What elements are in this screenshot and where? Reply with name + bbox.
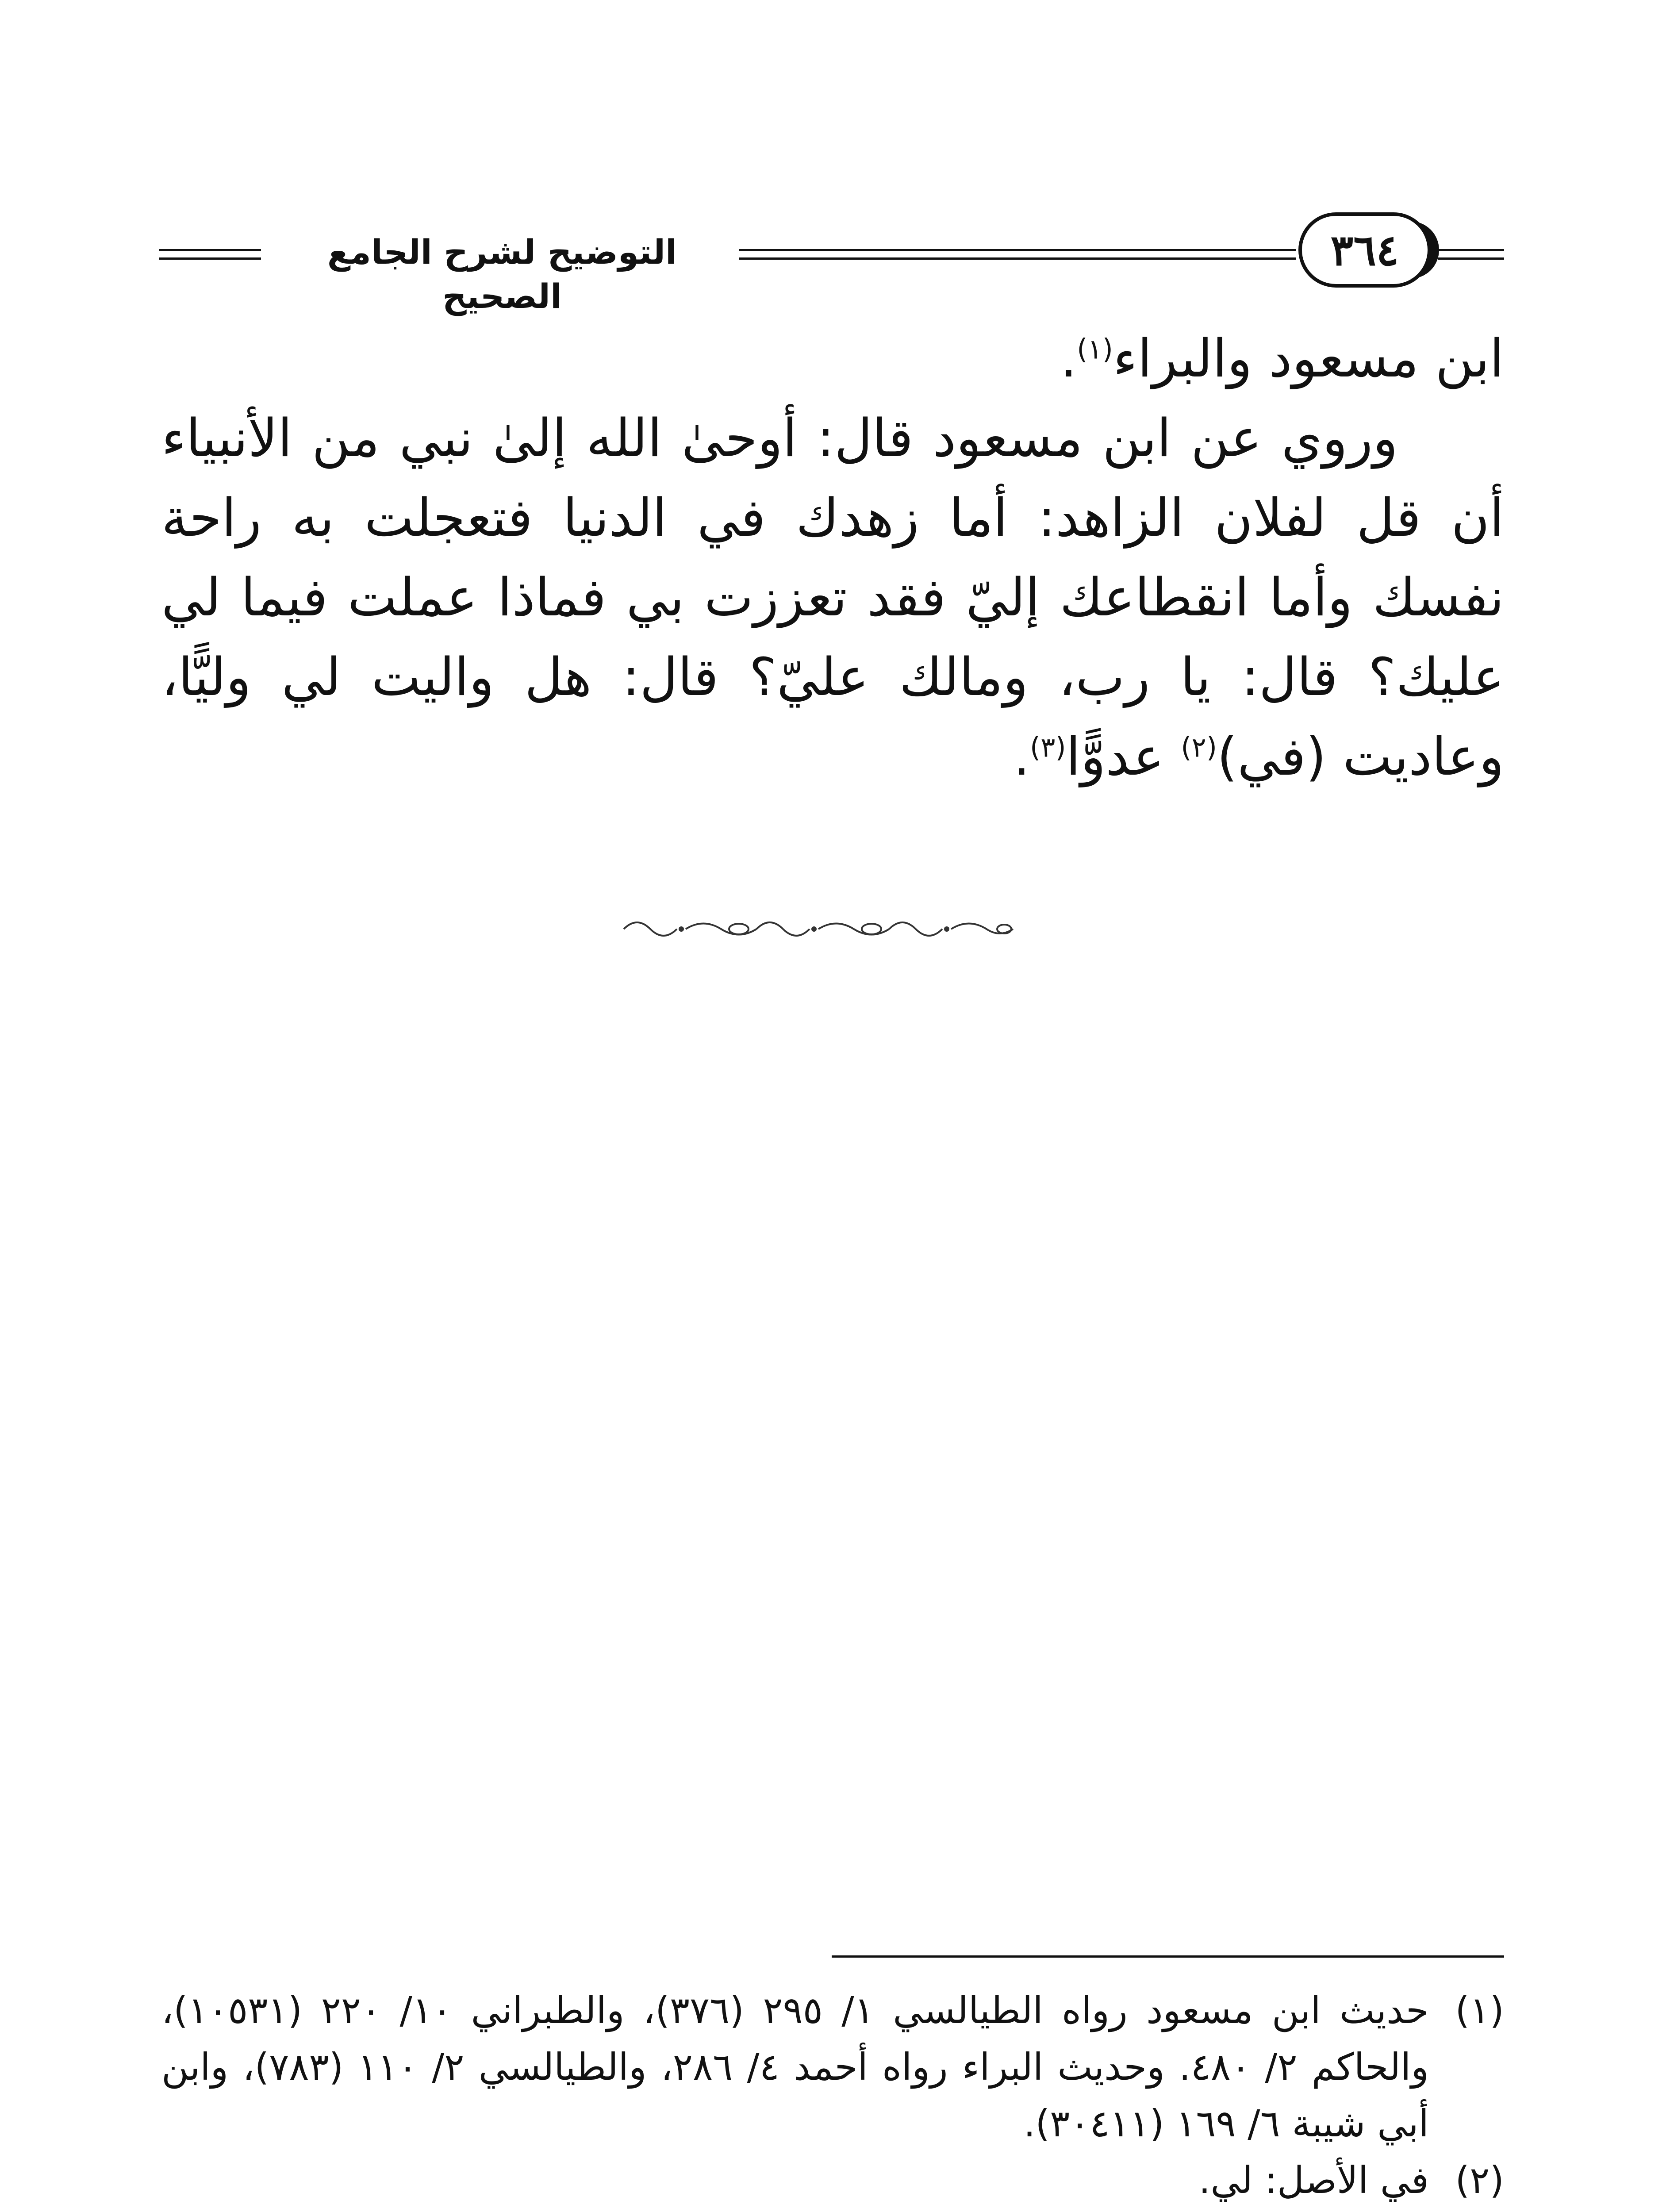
footnote-separator (832, 1955, 1504, 1958)
footnote-number: (٢) (1455, 2158, 1504, 2202)
main-text (161, 319, 1504, 796)
header-rule-right (1438, 249, 1504, 260)
footnote-3 (161, 2208, 1504, 2212)
footnote-text: حديث ابن مسعود رواه الطيالسي ١/ ٢٩٥ (٣٧٦)، والطبراني ١٠/ ٢٢٠ (١٠٥٣١)، والحاكم ٢/ ٤٨٠. وحديث البراء رواه أحمد ٤/ ٢٨٦، والطيالسي ٢/ ١١٠ (٧٨٣)، وابن أبي شيبة ٦/ ١٦٩ (٣٠٤١١). (161, 1989, 1429, 2145)
footnote-number (1429, 2208, 1504, 2212)
footnote-text (161, 2208, 1429, 2212)
paragraph-2-text: وروي عن ابن مسعود قال: أوحىٰ الله إلىٰ نبي من الأنبياء أن قل لفلان الزاهد: أما زهدك في الدنيا فتعجلت به راحة نفسك وأما انقطاعك إليّ فقد تعززت بي فماذا عملت فيما لي عليك؟ قال: يا رب، ومالك عليّ؟ قال: هل واليت لي وليًّا، وعاديت (في) (161, 407, 1504, 787)
ornament-divider (615, 911, 1022, 947)
running-title: التوضيح لشرح الجامع الصحيح (327, 232, 677, 316)
footnote-number: (١) (1455, 1989, 1504, 2032)
paragraph-2 (161, 398, 1504, 796)
paragraph-2-end: . (1013, 726, 1030, 787)
footnote-ref-2: (٢) (1181, 731, 1217, 764)
footnote-ref-1: (١) (1077, 333, 1113, 365)
footnote-2 (161, 2152, 1504, 2208)
page-header (159, 208, 1504, 316)
footnotes (161, 1982, 1504, 2212)
page-number: ٣٦٤ (1298, 212, 1431, 288)
paragraph-1-text: ابن مسعود والبراء (1113, 328, 1504, 389)
paragraph-2-text-end: عدوًّا (1066, 726, 1164, 787)
paragraph-1 (161, 319, 1504, 398)
footnote-1 (161, 1982, 1504, 2152)
footnote-ref-3: (٣) (1029, 731, 1066, 764)
header-rule-left (159, 249, 261, 260)
paragraph-1-end: . (1060, 328, 1077, 389)
header-rule-middle (739, 249, 1296, 260)
footnote-text: في الأصل: لي. (1198, 2158, 1429, 2202)
